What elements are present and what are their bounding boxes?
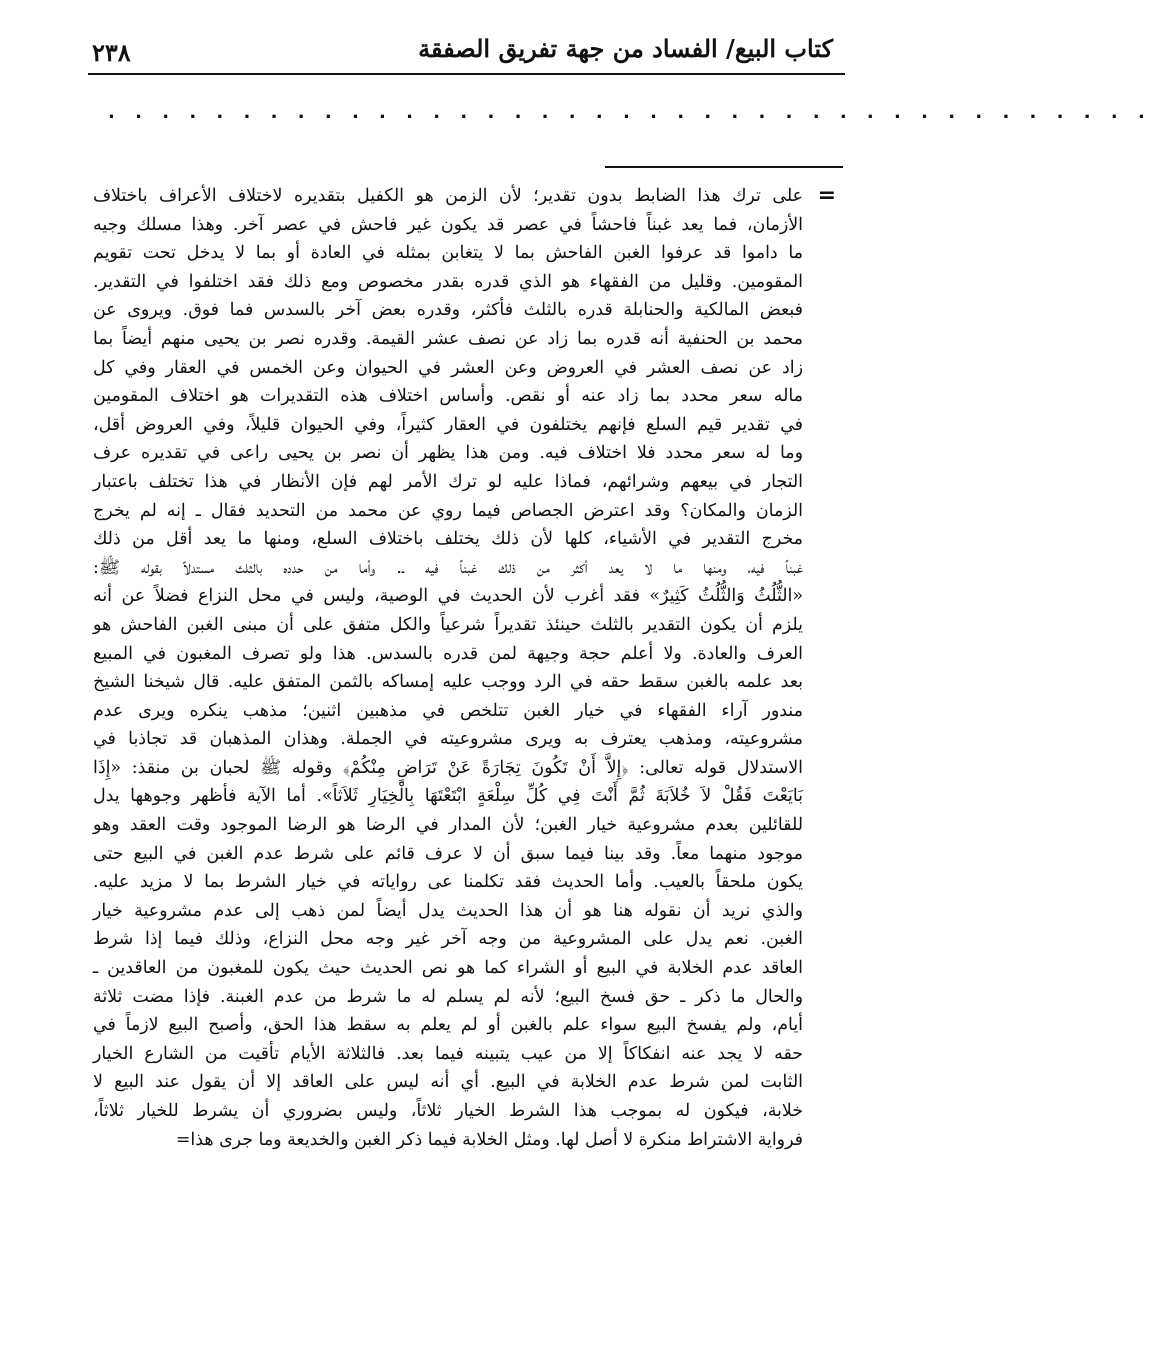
text-line: زاد عن نصف العشر في العروض وعن العشر في الحيوان وعن الخمس في العقار وفي كل <box>93 357 803 378</box>
text-line: العاقد عدم الخلابة في البيع أو الشراء كما هو نص الحديث حيث يكون للمغبون من العاقدين ـ <box>93 958 803 979</box>
text-line: التجار في بيعهم وشرائهم، فماذا عليه لو ترك الأمر لهم فإن الأنظار في هذا تختلف باعتبار <box>93 471 803 492</box>
header-rule <box>88 73 845 75</box>
text-line: الغبن. نعم يدل على المشروعية من وجه آخر غير وجه محل النزاع، وذلك فيما إذا شرط <box>93 929 803 950</box>
text-line: ماله سعر محدد بما زاد عنه أو نقص. وأساس اختلاف هذه التقديرات هو اختلاف المقومين <box>93 386 803 407</box>
text-line: خلابة، فيكون له بموجب هذا الشرط الخيار ثلاثاً، وليس بضروري أن يشرط للخيار ثلاثاً، <box>93 1101 803 1121</box>
text-line: الزمان والمكان؟ وقد اعترض الجصاص فيما روي عن محمد من التحديد فقال ـ إنه لم يخرج <box>93 500 803 521</box>
text-line: على ترك هذا الضابط بدون تقدير؛ لأن الزمن هو الكفيل بتقديره لاختلاف الأعراف باختلاف <box>93 186 803 206</box>
text-line: يكون ملحقاً بالعيب. وأما الحديث فقد تكلمنا عى رواياته في خيار الشرط بما لا مزيد عليه. <box>93 872 803 893</box>
text-line: في تقدير قيم السلع فإنهم يختلفون في العقار كثيراً، وفي الحيوان قليلاً، وفي العروض أقل، <box>93 414 803 435</box>
text-line: موجود منهما معاً. وقد بينا فيما سبق أن لا عرف قائم على شرط عدم الغبن في البيع حتى <box>93 843 803 864</box>
text-line: للقائلين بعدم مشروعية خيار الغبن؛ لأن المدار في الرضا هو الرضا الموجود وقت العقد وهو <box>93 815 803 836</box>
footnote-text <box>93 182 803 1154</box>
text-line: العرف والعادة. ولا أعلم حجة وجيهة لمن قدره بالسدس. هذا ولو تصرف المغبون في المبيع <box>93 643 803 664</box>
text-line: فرواية الاشتراط منكرة لا أصل لها. ومثل الخلابة فيما ذكر الغبن والخديعة وما جرى هذا= <box>175 1129 803 1150</box>
separator-dots: . . . . . . . . . . . . . . . . . . . . . . . . . . . . . . . . . . . . . . . <box>108 102 1152 123</box>
text-line: ما داموا قد عرفوا الغبن الفاحش بما لا يتغابن بمثله في العادة أو بما لا يدخل تحت تقويم <box>93 243 803 264</box>
text-line: مشروعيته، ومذهب يعترف به ويرى مشروعيته في الجملة. وهذان المذهبان قد تجاذبا في <box>93 729 803 750</box>
text-line: والذي نريد أن نقوله هنا هو أن هذا الحديث يدل أيضاً لمن ذهب إلى عدم مشروعية خيار <box>93 900 803 921</box>
text-line: بَايَعْتَ فَقُلْ لاَ خُلاَبَةَ ثُمَّ أَنْتَ فِي كُلِّ سِلْعَةٍ ابْتَعْتَهَا بِالْخِيَارِ ثَلاَثاً». أما الآية فأظهر وجوهها يدل <box>93 786 803 807</box>
text-line: مخرج التقدير في الأشياء، كلها لأن ذلك يختلف باختلاف السلع، ومنها ما يعد أقل من ذلك <box>93 529 803 550</box>
text-line: والحال ما ذكر ـ حق فسخ البيع؛ لأنه لم يسلم له ما شرط من عدم الغبنة. فإذا مضت ثلاثة <box>93 986 803 1007</box>
text-line: يلزم أن يكون التقدير بالثلث حينئذ تقديراً شرعياً والكل متفق على أن مبنى الغبن الفاحش هو <box>93 614 803 635</box>
text-line: محمد بن الحنفية أنه قدره بما زاد عن نصف عشر القيمة. وقدره نصر بن يحيى منهم أيضاً بما <box>93 328 803 349</box>
page-number: ٢٣٨ <box>92 38 131 67</box>
text-line: حقه لا يجد عنه انفكاكاً إلا من عيب يتبينه فيما بعد. فالثلاثة الأيام تأقيت من الشارع الخيار <box>93 1043 803 1064</box>
footnote-rule <box>605 166 843 168</box>
text-line: الاستدلال قوله تعالى: ﴿إِلاَّ أَنْ تَكُونَ تِجَارَةً عَنْ تَرَاضٍ مِنْكُمْ﴾ وقوله ﷺ لحبان بن منقذ: «إِذَا <box>93 757 803 778</box>
text-line: الأزمان، فما يعد غبناً فاحشاً في عصر قد يكون غير فاحش في عصر آخر. وهذا مسلك وجيه <box>93 214 803 235</box>
continuation-mark: = <box>817 183 836 208</box>
text-line: فبعض المالكية والحنابلة قدره بالثلث فأكثر، وقدره بعض آخر بالسدس فما فوق. ويروى عن <box>93 300 803 321</box>
text-line: الثابت لمن شرط عدم الخلابة في البيع. أي أنه ليس على العاقد إلا أن يقول عند البيع لا <box>93 1072 803 1093</box>
text-line: أيام، ولم يفسخ البيع سواء علم بالغبن أو لم يعلم به سقط هذا الحق، وأصبح البيع لازماً في <box>93 1015 803 1036</box>
text-line: وما له سعر محدد فلا اختلاف فيه. ومن هذا يظهر أن نصر بن يحيى راعى في تقديره عرف <box>93 443 803 464</box>
text-line: بعد علمه بالغبن سقط حقه في الرد ووجب عليه إمساكه بالثمن المتفق عليه. قال شيخنا الشيخ <box>93 672 803 693</box>
running-title: كتاب البيع/ الفساد من جهة تفريق الصفقة <box>418 34 833 63</box>
text-line: مندور آراء الفقهاء في خيار الغبن تتلخص في مذهبين اثنين؛ مذهب ينكره ويرى عدم <box>93 700 803 721</box>
text-line: المقومين. وقليل من الفقهاء هو الذي قدره بقدر مخصوص ومع ذلك فقد اختلفوا في التقدير. <box>93 271 803 292</box>
text-line: غبناً فيه، ومنها ما لا يعد أكثر من ذلك غبناً فيه ـ. وأما من حدده بالثلث مستدلاً بقوله ﷺ: <box>93 557 803 578</box>
text-line: «الثُّلُثُ وَالثُّلُثُ كَثِيرٌ» فقد أغرب لأن الحديث في الوصية، وليس في محل النزاع فضلاً عن أنه <box>93 586 803 607</box>
